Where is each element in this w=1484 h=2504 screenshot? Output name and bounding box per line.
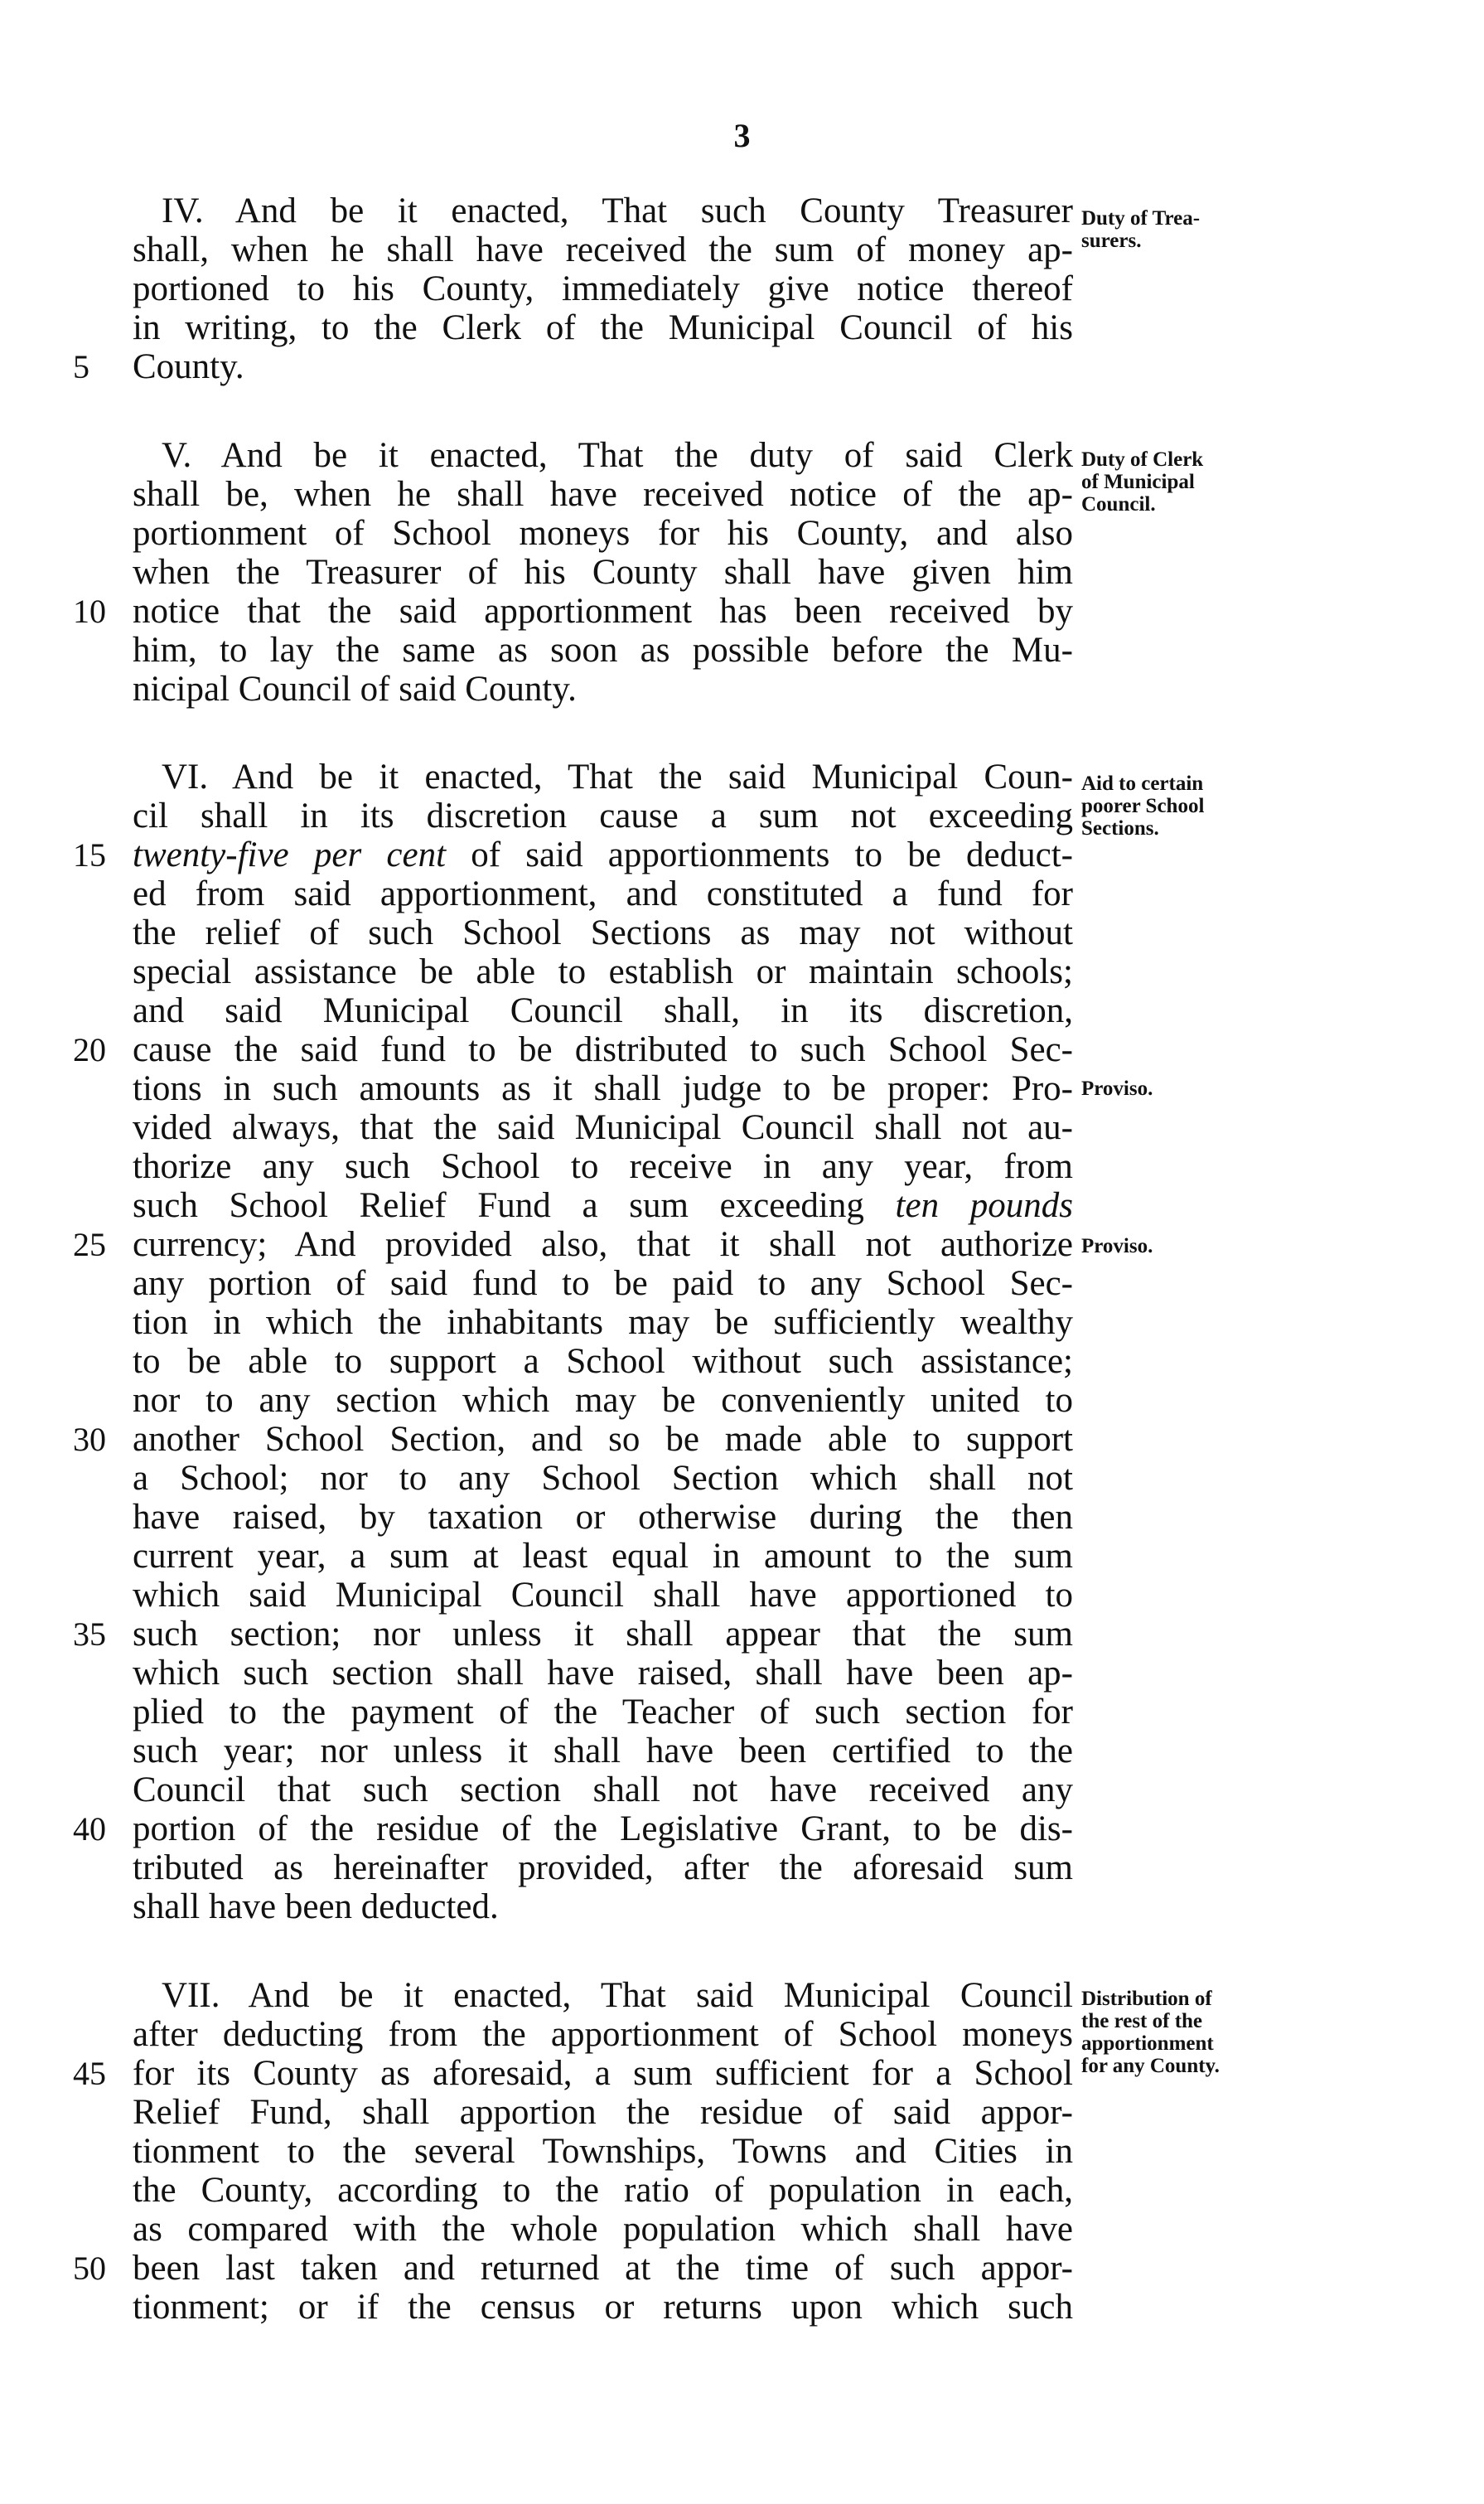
- text-line: tionment; or if the census or returns upon which such: [133, 2288, 1073, 2327]
- line-number: 35: [73, 1615, 106, 1653]
- line-number: 45: [73, 2055, 106, 2092]
- emphasis-text: ten pounds: [895, 1186, 1073, 1225]
- text-line: Council that such section shall not have received any: [133, 1770, 1073, 1809]
- margin-note-proviso: Proviso.: [1081, 1235, 1153, 1257]
- text-line: ed from said apportionment, and constituted a fund for: [133, 874, 1073, 913]
- text-line: have raised, by taxation or otherwise during the then: [133, 1498, 1073, 1537]
- text-line: tributed as hereinafter provided, after the aforesaid sum: [133, 1848, 1073, 1887]
- text-line: such section; nor unless it shall appear that the sum: [133, 1615, 1073, 1654]
- text-line: which said Municipal Council shall have apportioned to: [133, 1576, 1073, 1615]
- text-line: in writing, to the Clerk of the Municipal Council of his: [133, 308, 1073, 347]
- text-line: nor to any section which may be conveniently united to: [133, 1381, 1073, 1420]
- text-line: such year; nor unless it shall have been certified to the: [133, 1731, 1073, 1770]
- margin-note-duty-of-treasurers: Duty of Trea- surers.: [1081, 207, 1201, 252]
- emphasis-text: twenty-five per cent: [133, 835, 447, 874]
- text-line: County.: [133, 347, 244, 386]
- text-line: thorize any such School to receive in any year, from: [133, 1147, 1073, 1186]
- line-number: 15: [73, 836, 106, 874]
- text-line: another School Section, and so be made able to support: [133, 1420, 1073, 1459]
- line-number: 5: [73, 348, 89, 385]
- text-line: IV. And be it enacted, That such County Treasurer: [162, 191, 1073, 230]
- text-line: notice that the said apportionment has been received by: [133, 592, 1073, 631]
- text-line: VII. And be it enacted, That said Municipal Council: [162, 1976, 1073, 2015]
- text-line: vided always, that the said Municipal Council shall not au-: [133, 1108, 1073, 1147]
- text-line: after deducting from the apportionment of School moneys: [133, 2015, 1073, 2054]
- margin-note-proviso: Proviso.: [1081, 1078, 1153, 1100]
- text-line: shall be, when he shall have received notice of the ap-: [133, 475, 1073, 514]
- line-number: 20: [73, 1031, 106, 1068]
- text-line: the County, according to the ratio of population in each,: [133, 2171, 1073, 2210]
- text-line: V. And be it enacted, That the duty of said Clerk: [162, 436, 1073, 475]
- text-line: tions in such amounts as it shall judge to be proper: Pro-: [133, 1069, 1073, 1108]
- text-line: tionment to the several Townships, Towns and Cities in: [133, 2132, 1073, 2171]
- text-run: of said apportionments to be deduct-: [446, 835, 1073, 874]
- line-number: 40: [73, 1810, 106, 1848]
- text-line: nicipal Council of said County.: [133, 670, 577, 709]
- text-line: [133, 1185, 1073, 1227]
- line-number: 30: [73, 1421, 106, 1458]
- text-line: him, to lay the same as soon as possible before the Mu-: [133, 631, 1073, 670]
- text-line: portioned to his County, immediately give notice thereof: [133, 269, 1073, 308]
- text-line: current year, a sum at least equal in amount to the sum: [133, 1537, 1073, 1576]
- margin-note-aid-to-poorer-sections: Aid to certain poorer School Sections.: [1081, 773, 1205, 840]
- margin-note-duty-of-clerk: Duty of Clerk of Municipal Council.: [1081, 448, 1204, 516]
- text-line: special assistance be able to establish or maintain schools;: [133, 952, 1073, 991]
- page-number: 3: [733, 117, 751, 154]
- text-line: for its County as aforesaid, a sum sufficient for a School: [133, 2054, 1073, 2093]
- text-line: cause the said fund to be distributed to such School Sec-: [133, 1030, 1073, 1069]
- text-line: plied to the payment of the Teacher of such section for: [133, 1693, 1073, 1731]
- text-line: portionment of School moneys for his County, and also: [133, 514, 1073, 553]
- text-line: Relief Fund, shall apportion the residue of said appor-: [133, 2093, 1073, 2132]
- text-line: portion of the residue of the Legislative Grant, to be dis-: [133, 1809, 1073, 1848]
- text-line: currency; And provided also, that it shall not authorize: [133, 1225, 1073, 1264]
- text-line: when the Treasurer of his County shall have given him: [133, 553, 1073, 592]
- text-line: any portion of said fund to be paid to any School Sec-: [133, 1264, 1073, 1303]
- text-line: as compared with the whole population which shall have: [133, 2210, 1073, 2249]
- text-line: tion in which the inhabitants may be sufficiently wealthy: [133, 1303, 1073, 1342]
- margin-note-distribution: Distribution of the rest of the apportionment for any County.: [1081, 1988, 1220, 2077]
- text-line: a School; nor to any School Section which shall not: [133, 1459, 1073, 1498]
- text-line: VI. And be it enacted, That the said Municipal Coun-: [162, 758, 1073, 797]
- line-number: 50: [73, 2250, 106, 2287]
- text-line: been last taken and returned at the time of such appor-: [133, 2249, 1073, 2288]
- text-line: [133, 835, 1073, 876]
- text-line: and said Municipal Council shall, in its discretion,: [133, 991, 1073, 1030]
- line-number: 25: [73, 1226, 106, 1263]
- text-line: shall, when he shall have received the sum of money ap-: [133, 230, 1073, 269]
- text-line: cil shall in its discretion cause a sum not exceeding: [133, 797, 1073, 835]
- line-number: 10: [73, 593, 106, 630]
- text-line: which such section shall have raised, shall have been ap-: [133, 1654, 1073, 1693]
- text-run: such School Relief Fund a sum exceeding: [133, 1186, 896, 1225]
- text-line: the relief of such School Sections as may not without: [133, 913, 1073, 952]
- text-line: shall have been deducted.: [133, 1887, 499, 1926]
- text-line: to be able to support a School without such assistance;: [133, 1342, 1073, 1381]
